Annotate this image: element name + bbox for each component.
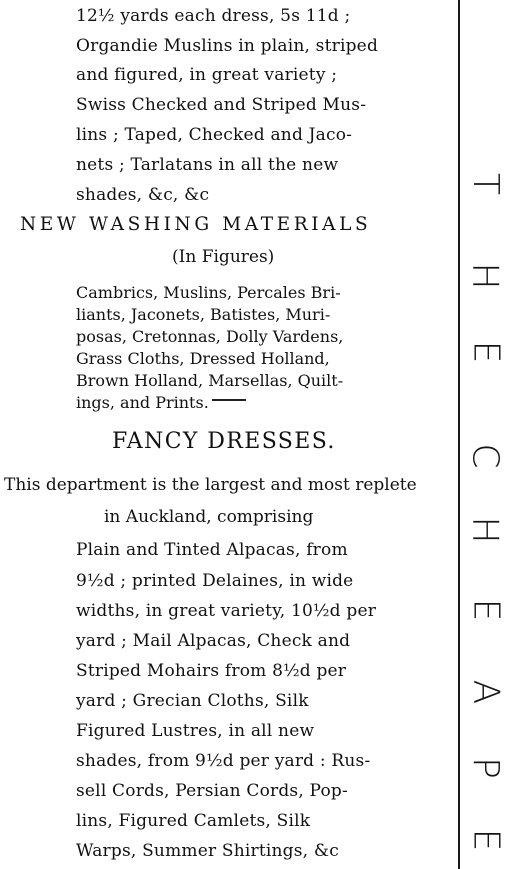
side-banner-letter: C <box>464 443 506 469</box>
divider-rule <box>212 399 246 401</box>
text-line: lins, Figured Camlets, Silk <box>76 811 311 831</box>
text-line: in Auckland, comprising <box>104 507 314 527</box>
side-banner-letter: E <box>465 340 506 364</box>
text-line: Swiss Checked and Striped Mus- <box>76 95 367 115</box>
text-line: lins ; Taped, Checked and Jaco- <box>76 125 353 145</box>
text-line: Brown Holland, Marsellas, Quilt- <box>76 371 344 390</box>
text-line: Plain and Tinted Alpacas, from <box>76 540 348 560</box>
heading-washing-materials: NEW WASHING MATERIALS <box>20 214 372 235</box>
text-line: Cambrics, Muslins, Percales Bri- <box>76 283 341 302</box>
side-banner-letter: T <box>465 173 506 195</box>
text-line: yard ; Grecian Cloths, Silk <box>76 691 309 711</box>
text-line: Figured Lustres, in all new <box>76 721 315 741</box>
text-line: widths, in great variety, 10½d per <box>76 601 377 621</box>
text-line: shades, from 9½d per yard : Rus- <box>76 751 371 771</box>
side-banner-letter: E <box>465 828 506 852</box>
text-line: posas, Cretonnas, Dolly Vardens, <box>76 327 344 346</box>
text-line: This department is the largest and most replete <box>4 475 417 495</box>
side-banner-letter: A <box>464 679 506 705</box>
text-line: and figured, in great variety ; <box>76 65 338 85</box>
side-banner-letter: P <box>465 757 506 779</box>
text-line: liants, Jaconets, Batistes, Muri- <box>76 305 331 324</box>
side-banner-letter: E <box>465 598 506 622</box>
text-line: ings, and Prints. <box>76 393 209 412</box>
text-line: shades, &c, &c <box>76 185 210 205</box>
text-line: Striped Mohairs from 8½d per <box>76 661 347 681</box>
text-line: Organdie Muslins in plain, striped <box>76 36 379 56</box>
text-line: yard ; Mail Alpacas, Check and <box>76 631 351 651</box>
text-line: Grass Cloths, Dressed Holland, <box>76 349 330 368</box>
text-line: 9½d ; printed Delaines, in wide <box>76 571 354 591</box>
text-line: sell Cords, Persian Cords, Pop- <box>76 781 348 801</box>
text-line: 12½ yards each dress, 5s 11d ; <box>76 6 351 26</box>
text-line: nets ; Tarlatans in all the new <box>76 155 339 175</box>
text-line: Warps, Summer Shirtings, &c <box>76 841 339 861</box>
heading-fancy-dresses: FANCY DRESSES. <box>112 429 336 454</box>
column-divider <box>458 0 460 869</box>
side-banner-letter: H <box>464 516 506 544</box>
subheading-in-figures: (In Figures) <box>172 247 275 267</box>
side-banner-letter: H <box>464 262 506 290</box>
